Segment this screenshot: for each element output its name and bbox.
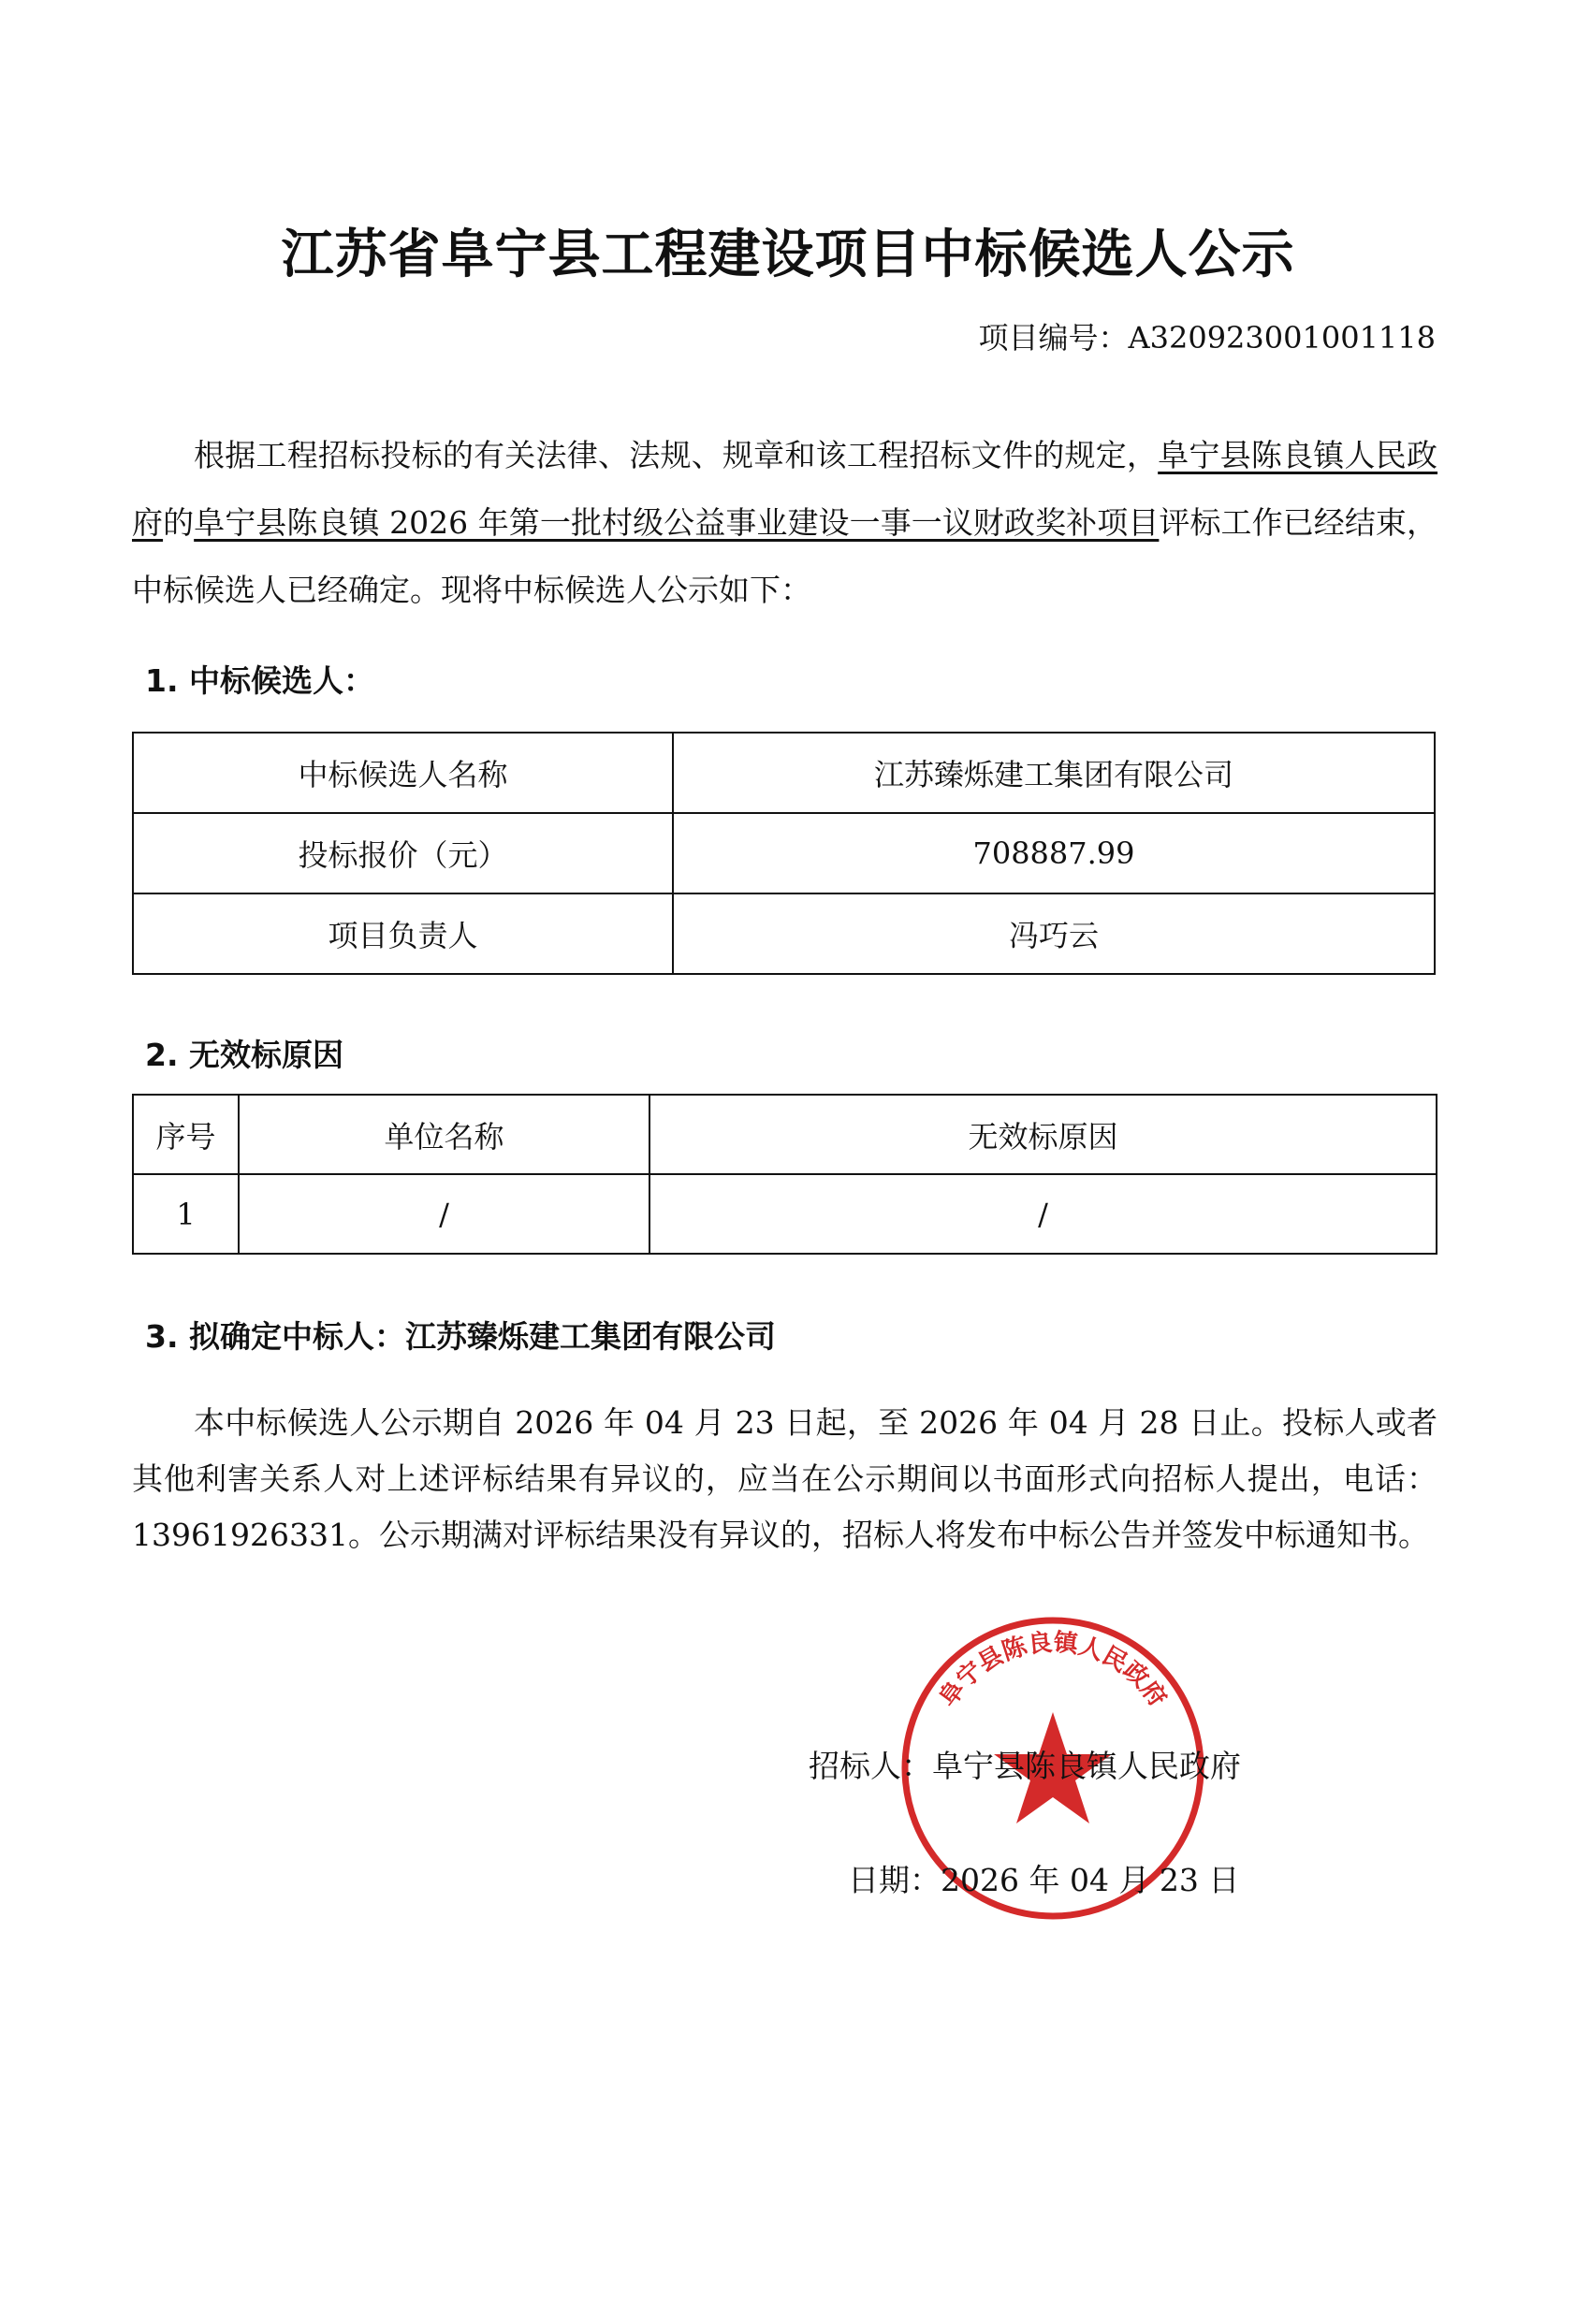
intro-paragraph	[132, 422, 1437, 624]
cell: 1	[133, 1174, 239, 1254]
cell-value: 江苏臻烁建工集团有限公司	[673, 733, 1435, 813]
project-number	[978, 314, 1436, 357]
table-row	[133, 733, 1435, 813]
header-cell: 无效标原因	[649, 1095, 1437, 1174]
cell-label: 项目负责人	[133, 893, 673, 974]
date-value: 2026 年 04 月 23 日	[941, 1862, 1240, 1898]
signature-date	[848, 1856, 1239, 1900]
cell: /	[239, 1174, 649, 1254]
intro-text: 根据工程招标投标的有关法律、法规、规章和该工程招标文件的规定，	[194, 437, 1159, 473]
tenderer-name: 阜宁县陈良镇人民政府	[132, 437, 1438, 541]
table-row	[133, 813, 1435, 893]
tenderer-value: 阜宁县陈良镇人民政府	[932, 1748, 1241, 1784]
section1-heading: 1. 中标候选人：	[145, 662, 374, 699]
invalid-bid-table	[132, 1094, 1437, 1255]
cell-label: 中标候选人名称	[133, 733, 673, 813]
cell: /	[649, 1174, 1437, 1254]
notice-paragraph: 本中标候选人公示期自 2026 年 04 月 23 日起，至 2026 年 04 月 28 日止。投标人或者其他利害关系人对上述评标结果有异议的，应当在公示期间以书面形式向招标人提出，电话：13961926331。公示期满对评标结果没有异议的，招标人将发布中标公告并签发中标通知书。	[132, 1404, 1437, 1553]
header-cell: 单位名称	[239, 1095, 649, 1174]
tenderer-signature	[809, 1742, 1241, 1786]
project-number-value: A320923001001118	[1128, 320, 1436, 356]
header-cell: 序号	[133, 1095, 239, 1174]
cell-value: 冯巧云	[673, 893, 1435, 974]
project-name: 阜宁县陈良镇 2026 年第一批村级公益事业建设一事一议财政奖补项目	[194, 504, 1160, 541]
section2-heading: 2. 无效标原因	[145, 1037, 343, 1073]
section3-heading: 3. 拟确定中标人：江苏臻烁建工集团有限公司	[145, 1318, 776, 1355]
svg-text:阜宁县陈良镇人民政府: 阜宁县陈良镇人民政府	[934, 1628, 1172, 1713]
cell-value: 708887.99	[673, 813, 1435, 893]
date-label: 日期：	[848, 1862, 941, 1898]
cell-label: 投标报价（元）	[133, 813, 673, 893]
intro-text: 评标工作已经结束，中标候选人已经确定。现将中标候选人公示如下：	[132, 504, 1438, 608]
tenderer-label: 招标人：	[809, 1748, 932, 1784]
intro-text: 的	[163, 504, 195, 541]
page-title: 江苏省阜宁县工程建设项目中标候选人公示	[281, 225, 1295, 285]
table-header-row	[133, 1095, 1437, 1174]
table-row	[133, 1174, 1437, 1254]
candidate-table	[132, 732, 1436, 975]
project-number-label: 项目编号：	[978, 320, 1129, 356]
table-row	[133, 893, 1435, 974]
